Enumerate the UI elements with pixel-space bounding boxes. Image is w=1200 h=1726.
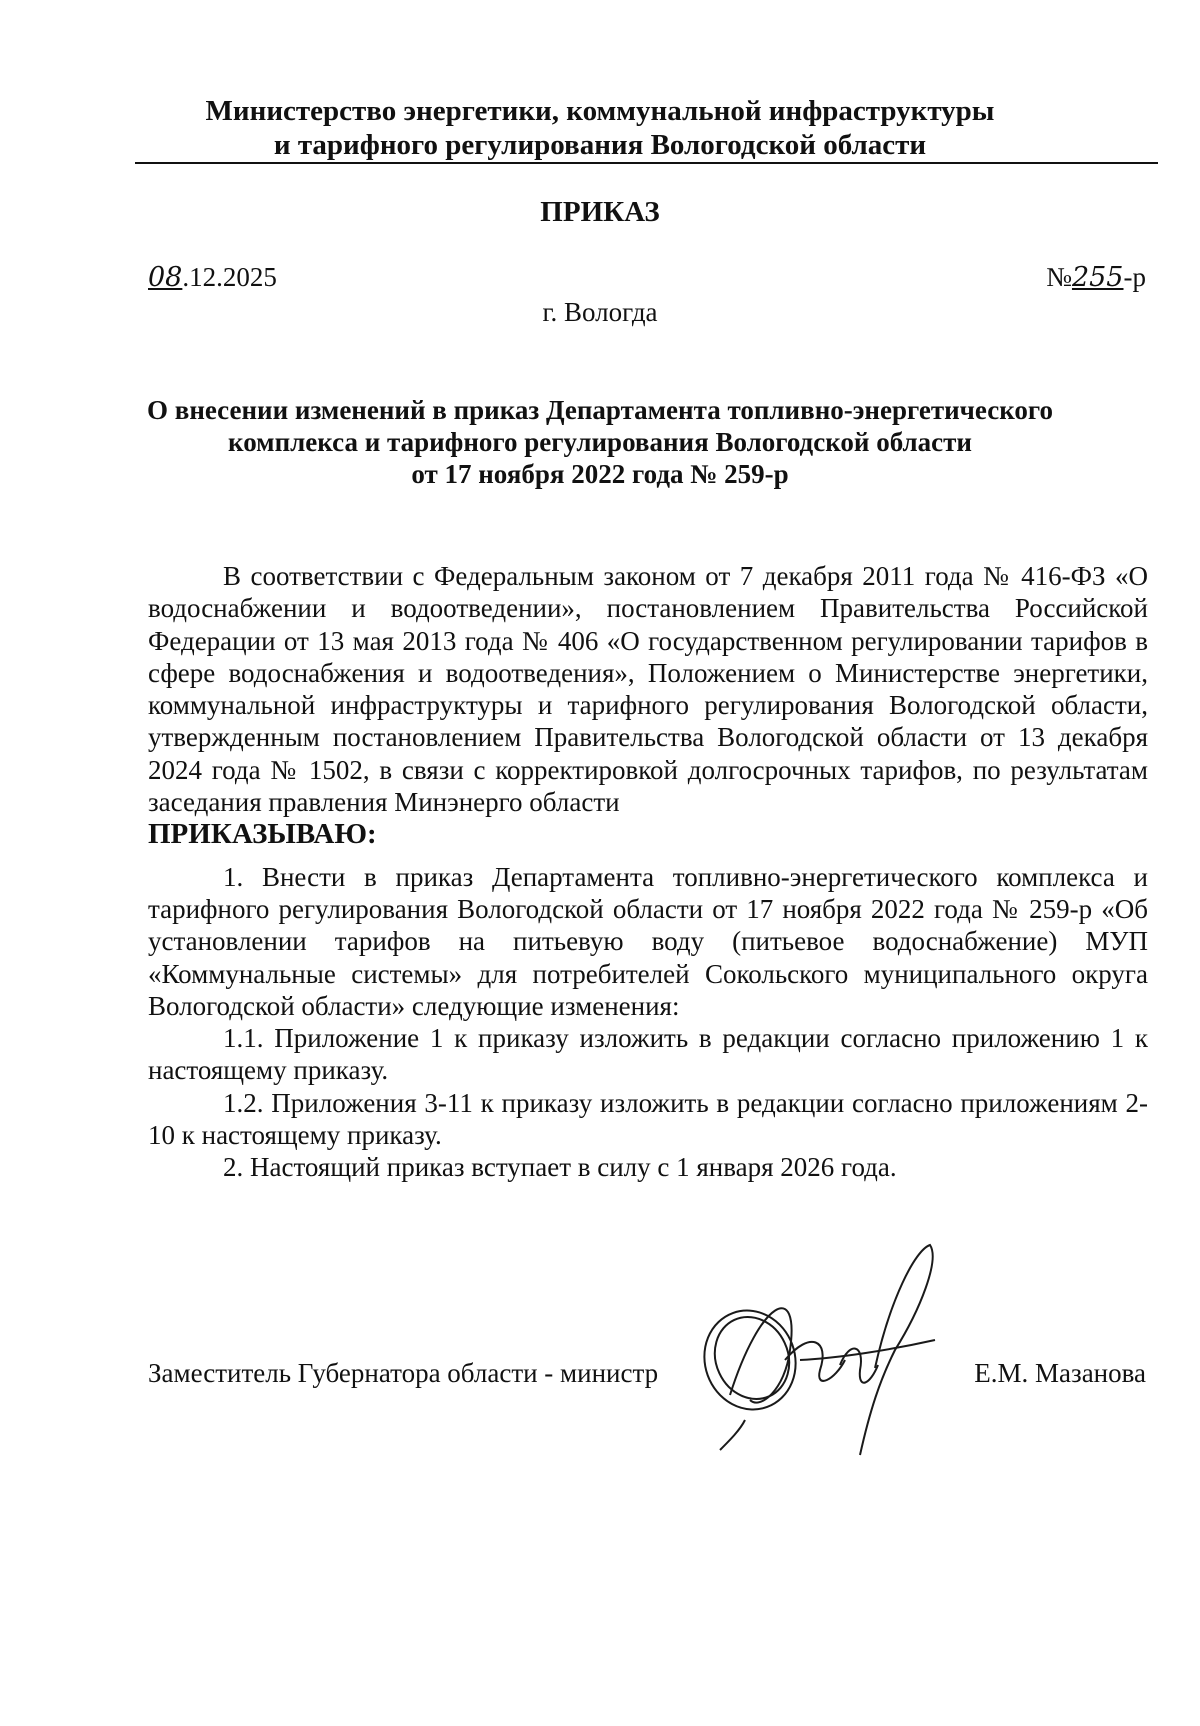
date-rest: .12.2025 [182,262,277,292]
signatory-position: Заместитель Губернатора области - министр [148,1358,659,1388]
order-word: ПРИКАЗЫВАЮ: [148,818,377,851]
document-subject [0,394,1200,490]
handwritten-signature [690,1240,950,1485]
header-rule [135,162,1158,164]
document-body [148,560,1148,1184]
signature-drawing [690,1240,950,1480]
document-number [1046,262,1146,293]
subject-line2: комплекса и тарифного регулирования Вологодской области [228,427,972,457]
item-1-2-paragraph: 1.2. Приложения 3-11 к приказу изложить в редакции согласно приложениям 2-10 к настоящему приказу. [148,1087,1148,1151]
org-name-line1: Министерство энергетики, коммунальной инфраструктуры [205,95,995,127]
document-city: г. Вологда [542,297,658,327]
document-title: ПРИКАЗ [540,196,660,228]
number-handwritten: 255 [1071,262,1124,293]
number-suffix: -р [1123,262,1146,292]
date-day-handwritten: 08 [148,262,183,293]
signatory-name: Е.М. Мазанова [974,1358,1146,1388]
item-1-1-paragraph: 1.1. Приложение 1 к приказу изложить в редакции согласно приложению 1 к настоящему приказу. [148,1023,1148,1086]
org-name-line2: и тарифного регулирования Вологодской области [273,129,927,161]
document-date [148,262,277,293]
item-2-paragraph: 2. Настоящий приказ вступает в силу с 1 января 2026 года. [223,1152,897,1183]
number-prefix: № [1046,262,1072,292]
preamble-paragraph: В соответствии с Федеральным законом от 7 декабря 2011 года № 416-ФЗ «О водоснабжении и водоотведении», постановлением Правительства Российской Федерации от 13 мая 2013 года № 406 «О государственном регулировании тарифов в сфере водоснабжения и водоотведения», Положением о Министерстве энергетики, коммунальной инфраструктуры и тарифного регулирования Вологодской области, утвержденным постановлением Правительства Вологодской области от 13 декабря 2024 года № 1502, в связи с корректировкой долгосрочных тарифов, по результатам заседания правления Минэнерго области [148,561,1148,818]
subject-line3: от 17 ноября 2022 года № 259-р [411,459,789,489]
subject-line1: О внесении изменений в приказ Департамента топливно-энергетического [146,395,1053,425]
item-1-paragraph: 1. Внести в приказ Департамента топливно-энергетического комплекса и тарифного регулирования Вологодской области от 17 ноября 2022 года № 259-р «Об установлении тарифов на питьевую воду (питьевое водоснабжение) МУП «Коммунальные системы» для потребителей Сокольского муниципального округа Вологодской области» следующие изменения: [148,861,1148,1021]
